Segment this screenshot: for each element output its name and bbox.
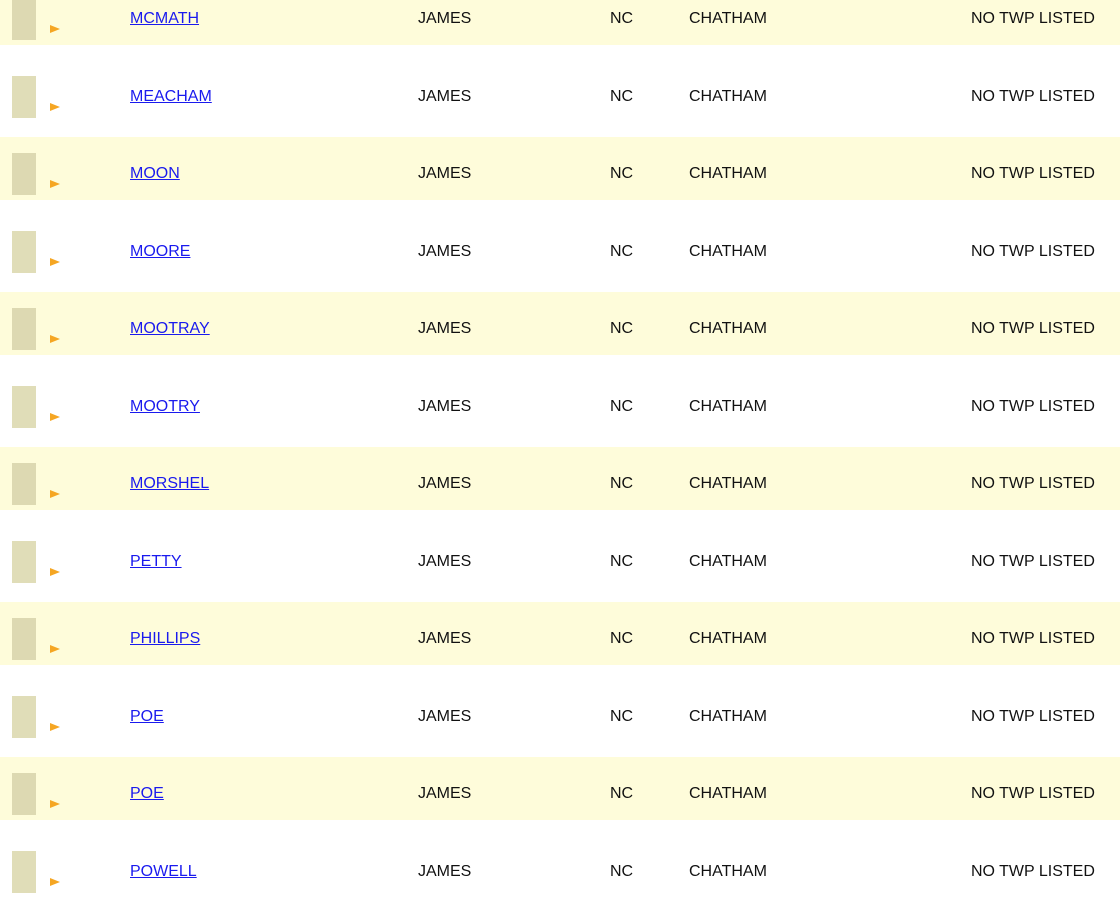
row-marker — [12, 541, 36, 583]
state: NC — [610, 862, 633, 882]
table-row — [0, 835, 1120, 912]
township: NO TWP LISTED — [971, 707, 1095, 727]
state: NC — [610, 87, 633, 107]
township: NO TWP LISTED — [971, 474, 1095, 494]
given-name: JAMES — [418, 319, 471, 339]
state: NC — [610, 474, 633, 494]
table-row — [0, 680, 1120, 758]
township: NO TWP LISTED — [971, 784, 1095, 804]
row-marker — [12, 618, 36, 660]
state: NC — [610, 552, 633, 572]
county: CHATHAM — [689, 784, 767, 804]
table-row — [0, 60, 1120, 138]
township: NO TWP LISTED — [971, 164, 1095, 184]
surname-link[interactable]: MORSHEL — [130, 474, 209, 494]
triangle-right-icon — [50, 490, 60, 498]
county: CHATHAM — [689, 9, 767, 29]
state: NC — [610, 242, 633, 262]
surname-link[interactable]: PETTY — [130, 552, 182, 572]
table-row — [0, 137, 1120, 215]
triangle-right-icon — [50, 25, 60, 33]
given-name: JAMES — [418, 862, 471, 882]
row-marker — [12, 308, 36, 350]
state: NC — [610, 629, 633, 649]
row-background — [0, 680, 1120, 743]
triangle-right-icon — [50, 413, 60, 421]
table-row — [0, 602, 1120, 680]
township: NO TWP LISTED — [971, 862, 1095, 882]
surname-link[interactable]: PHILLIPS — [130, 629, 200, 649]
surname-link[interactable]: MEACHAM — [130, 87, 212, 107]
state: NC — [610, 164, 633, 184]
township: NO TWP LISTED — [971, 319, 1095, 339]
table-row — [0, 370, 1120, 448]
row-background — [0, 757, 1120, 820]
surname-link[interactable]: POWELL — [130, 862, 197, 882]
row-marker — [12, 386, 36, 428]
township: NO TWP LISTED — [971, 629, 1095, 649]
row-marker — [12, 231, 36, 273]
given-name: JAMES — [418, 87, 471, 107]
given-name: JAMES — [418, 629, 471, 649]
county: CHATHAM — [689, 164, 767, 184]
given-name: JAMES — [418, 397, 471, 417]
state: NC — [610, 707, 633, 727]
surname-link[interactable]: MCMATH — [130, 9, 199, 29]
county: CHATHAM — [689, 242, 767, 262]
surname-link[interactable]: MOOTRAY — [130, 319, 210, 339]
county: CHATHAM — [689, 319, 767, 339]
table-row — [0, 757, 1120, 835]
county: CHATHAM — [689, 87, 767, 107]
given-name: JAMES — [418, 9, 471, 29]
surname-link[interactable]: MOON — [130, 164, 180, 184]
triangle-right-icon — [50, 723, 60, 731]
surname-link[interactable]: POE — [130, 707, 164, 727]
triangle-right-icon — [50, 258, 60, 266]
state: NC — [610, 784, 633, 804]
county: CHATHAM — [689, 552, 767, 572]
triangle-right-icon — [50, 878, 60, 886]
table-row — [0, 447, 1120, 525]
row-marker — [12, 0, 36, 40]
given-name: JAMES — [418, 242, 471, 262]
state: NC — [610, 9, 633, 29]
surname-link[interactable]: POE — [130, 784, 164, 804]
state: NC — [610, 319, 633, 339]
township: NO TWP LISTED — [971, 242, 1095, 262]
table-row — [0, 292, 1120, 370]
given-name: JAMES — [418, 552, 471, 572]
table-row — [0, 525, 1120, 603]
triangle-right-icon — [50, 645, 60, 653]
county: CHATHAM — [689, 629, 767, 649]
state: NC — [610, 397, 633, 417]
county: CHATHAM — [689, 474, 767, 494]
given-name: JAMES — [418, 164, 471, 184]
table-row — [0, 215, 1120, 293]
triangle-right-icon — [50, 180, 60, 188]
township: NO TWP LISTED — [971, 397, 1095, 417]
row-marker — [12, 696, 36, 738]
triangle-right-icon — [50, 568, 60, 576]
township: NO TWP LISTED — [971, 552, 1095, 572]
triangle-right-icon — [50, 800, 60, 808]
triangle-right-icon — [50, 103, 60, 111]
row-marker — [12, 463, 36, 505]
given-name: JAMES — [418, 784, 471, 804]
table-row — [0, 0, 1120, 60]
township: NO TWP LISTED — [971, 9, 1095, 29]
row-marker — [12, 851, 36, 893]
surname-link[interactable]: MOORE — [130, 242, 190, 262]
row-marker — [12, 76, 36, 118]
county: CHATHAM — [689, 862, 767, 882]
row-marker — [12, 153, 36, 195]
county: CHATHAM — [689, 397, 767, 417]
county: CHATHAM — [689, 707, 767, 727]
row-marker — [12, 773, 36, 815]
given-name: JAMES — [418, 707, 471, 727]
township: NO TWP LISTED — [971, 87, 1095, 107]
given-name: JAMES — [418, 474, 471, 494]
surname-link[interactable]: MOOTRY — [130, 397, 200, 417]
triangle-right-icon — [50, 335, 60, 343]
